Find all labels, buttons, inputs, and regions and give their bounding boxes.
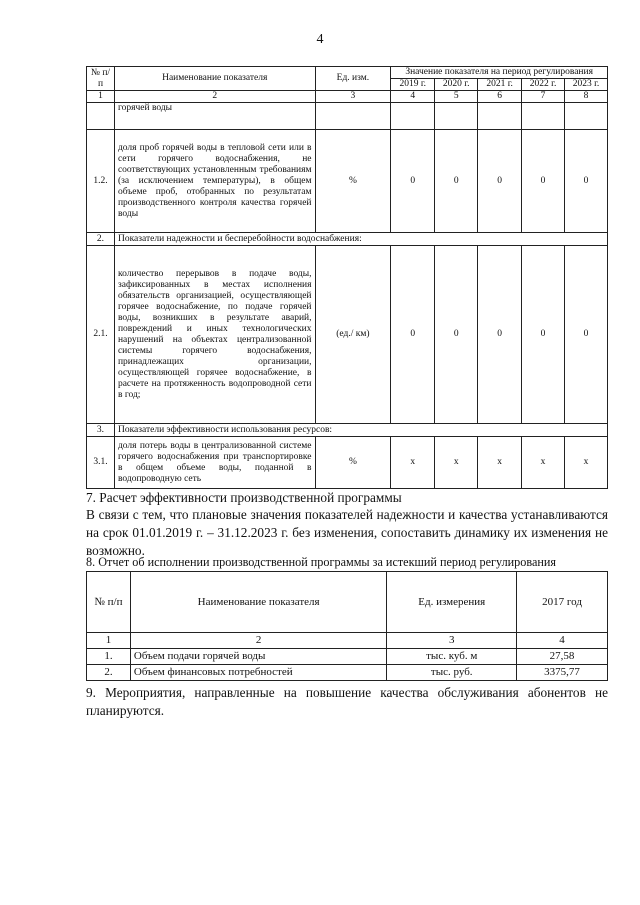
header-year: 2019 г. [391,79,435,91]
table-row [87,649,608,665]
column-number: 7 [522,91,565,103]
row-value: 0 [478,246,522,424]
row-no: 3.1. [87,437,115,489]
section-no: 3. [87,424,115,437]
table-header-row [87,67,608,79]
row-value: x [435,437,478,489]
row-name: количество перерывов в подаче воды, зафиксированных в местах исполнения обязательств организацией, осуществляющей горячее водоснабжение, по подаче горячей воды, возникших в результате аварий, повреждений и иных технологических нарушений на объектах централизованной системы горячего водоснабжения, принадлежащих организации, осуществляющей горячее водоснабжение, в расчете на протяженность водопроводной сети в год; [114,246,315,424]
row-unit: тыс. куб. м [387,649,517,665]
column-numbers-row [87,633,608,649]
section-7-text: В связи с тем, что плановые значения показателей надежности и качества устанавливаются на срок 01.01.2019 г. – 31.12.2023 г. без изменения, сопоставить динамику их изменения не возможно. [86,507,608,558]
page-number: 4 [316,32,324,47]
header-name: Наименование показателя [114,67,315,91]
empty-cell [565,103,608,130]
row-value: 0 [478,130,522,233]
row-no: 1. [87,649,131,665]
header-no: № п/п [87,67,115,91]
row-unit: % [315,130,391,233]
column-number: 3 [387,633,517,649]
row-name: горячей воды [114,103,315,130]
column-numbers-row [87,91,608,103]
row-value: 0 [435,130,478,233]
empty-cell [478,103,522,130]
indicators-table [86,66,608,489]
section-title: Показатели надежности и бесперебойности водоснабжения: [114,233,607,246]
row-no: 2.1. [87,246,115,424]
table-row [87,665,608,681]
section-8-heading: 8. Отчет об исполнении производственной программы за истекший период регулирования [86,555,557,569]
header-no: № п/п [87,572,131,633]
column-number: 4 [391,91,435,103]
column-number: 4 [517,633,608,649]
row-value: x [478,437,522,489]
header-unit: Ед. измерения [387,572,517,633]
row-value: x [565,437,608,489]
row-value: x [391,437,435,489]
row-value: 0 [522,130,565,233]
empty-cell [391,103,435,130]
row-no: 1.2. [87,130,115,233]
row-name: Объем финансовых потребностей [130,665,386,681]
row-value: x [522,437,565,489]
column-number: 5 [435,91,478,103]
row-name: доля проб горячей воды в тепловой сети или в сети горячего водоснабжения, не соответствующих установленным требованиям (за исключением температуры), в общем объеме проб, отобранных по результатам производственного контроля качества горячей воды [114,130,315,233]
row-value: 0 [391,130,435,233]
header-name: Наименование показателя [130,572,386,633]
header-period: Значение показателя на период регулирования [391,67,608,79]
report-table [86,571,608,681]
row-name: Объем подачи горячей воды [130,649,386,665]
header-year: 2022 г. [522,79,565,91]
row-no: 2. [87,665,131,681]
empty-cell [435,103,478,130]
table-row [87,130,608,233]
section-no: 2. [87,233,115,246]
row-value: 0 [391,246,435,424]
header-unit: Ед. изм. [315,67,391,91]
section-row [87,424,608,437]
column-number: 1 [87,633,131,649]
row-unit: тыс. руб. [387,665,517,681]
table-row [87,246,608,424]
column-number: 2 [130,633,386,649]
empty-cell [522,103,565,130]
header-year: 2021 г. [478,79,522,91]
table-row [87,437,608,489]
header-year: 2023 г. [565,79,608,91]
section-9-text: 9. Мероприятия, направленные на повышение качества обслуживания абонентов не планируются. [86,685,608,718]
row-value: 27,58 [517,649,608,665]
header-year: 2017 год [517,572,608,633]
row-value: 0 [565,130,608,233]
section-row [87,233,608,246]
row-value: 0 [565,246,608,424]
row-value: 3375,77 [517,665,608,681]
section-title: Показатели эффективности использования ресурсов: [114,424,607,437]
column-number: 6 [478,91,522,103]
row-unit: (ед./ км) [315,246,391,424]
row-value: 0 [435,246,478,424]
section-7-heading: 7. Расчет эффективности производственной программы [86,490,402,505]
column-number: 2 [114,91,315,103]
empty-cell [315,103,391,130]
empty-cell [87,103,115,130]
column-number: 1 [87,91,115,103]
table-header-row [87,572,608,633]
row-value: 0 [522,246,565,424]
column-number: 8 [565,91,608,103]
row-unit: % [315,437,391,489]
column-number: 3 [315,91,391,103]
row-name: доля потерь воды в централизованной системе горячего водоснабжения при транспортировке в общем объеме воды, поданной в водопроводную сеть [114,437,315,489]
header-year: 2020 г. [435,79,478,91]
table-row [87,103,608,130]
